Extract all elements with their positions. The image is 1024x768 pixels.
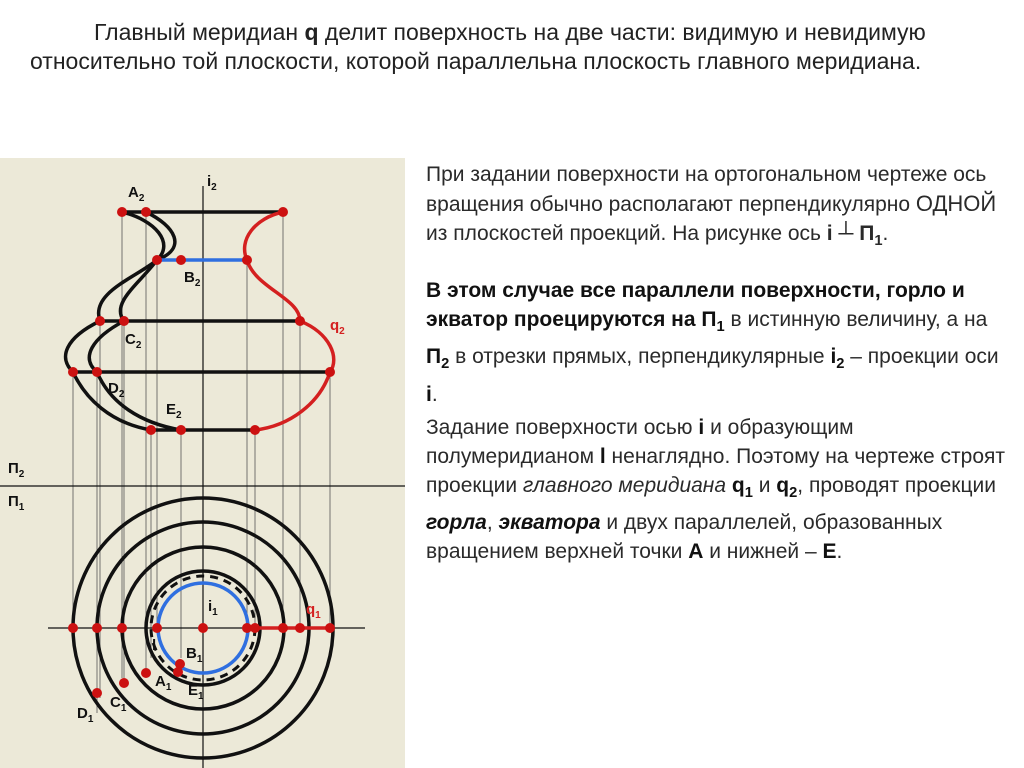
perpendicular-icon: ┴ — [838, 222, 854, 245]
label-C2: $C_2$ — [125, 331, 142, 351]
front-contour — [66, 212, 330, 430]
label-l: l — [152, 637, 157, 654]
header-text — [30, 18, 1005, 76]
axes — [0, 186, 405, 768]
label-B2: $B_2$ — [184, 269, 201, 289]
label-P1: $П_1$ — [8, 493, 25, 513]
label-E2: $E_2$ — [166, 401, 182, 421]
label-E1: $E_1$ — [188, 682, 204, 702]
label-q1: $q_1$ — [306, 601, 321, 621]
label-C1: $C_1$ — [110, 694, 127, 714]
projection-lines — [73, 212, 330, 713]
emphasis-odnoy: ОДНОЙ — [915, 191, 997, 216]
label-D2: $D_2$ — [108, 380, 125, 400]
label-B1: $B_1$ — [186, 645, 203, 665]
orthographic-drawing — [0, 158, 405, 768]
label-i2: $i_2$ — [207, 173, 217, 193]
label-P2: $П_2$ — [8, 460, 25, 480]
label-i1: $i_1$ — [208, 598, 218, 618]
points — [68, 207, 335, 698]
explanation-panel — [426, 160, 1006, 566]
header-q: q — [304, 19, 319, 45]
label-A1: $A_1$ — [155, 673, 172, 693]
paragraph-meridian: Задание поверхности осью i и образующим полумеридианом l ненаглядно. Поэтому на чертеже строят проекции главного меридиана $q_1$ и $q_2$, проводят проекции горла, экватора и двух параллелей, образованных вращением верхней точки А и нижней – Е. — [426, 415, 1006, 563]
header-part: делит поверхность на две части: видимую и невидимую относительно той плоскости, которой параллельна плоскость главного меридиана. — [30, 19, 926, 74]
paragraph-parallels: В этом случае все параллели поверхности, горло и экватор проецируются на $П_1$ в истинную величину, а на $П_2$ в отрезки прямых, перпендикулярные $i_2$ – проекции оси i. — [426, 279, 999, 406]
header-part: Главный меридиан — [94, 19, 305, 45]
label-q2: $q_2$ — [330, 317, 345, 337]
label-D1: $D_1$ — [77, 705, 94, 725]
paragraph-axis: При задании поверхности на ортогональном чертеже ось вращения обычно располагают перпендикулярно ОДНОЙ из плоскостей проекций. На рисунке ось i ┴ $П_1$. — [426, 163, 997, 250]
drawing-svg — [0, 158, 405, 768]
label-A2: $A_2$ — [128, 184, 145, 204]
